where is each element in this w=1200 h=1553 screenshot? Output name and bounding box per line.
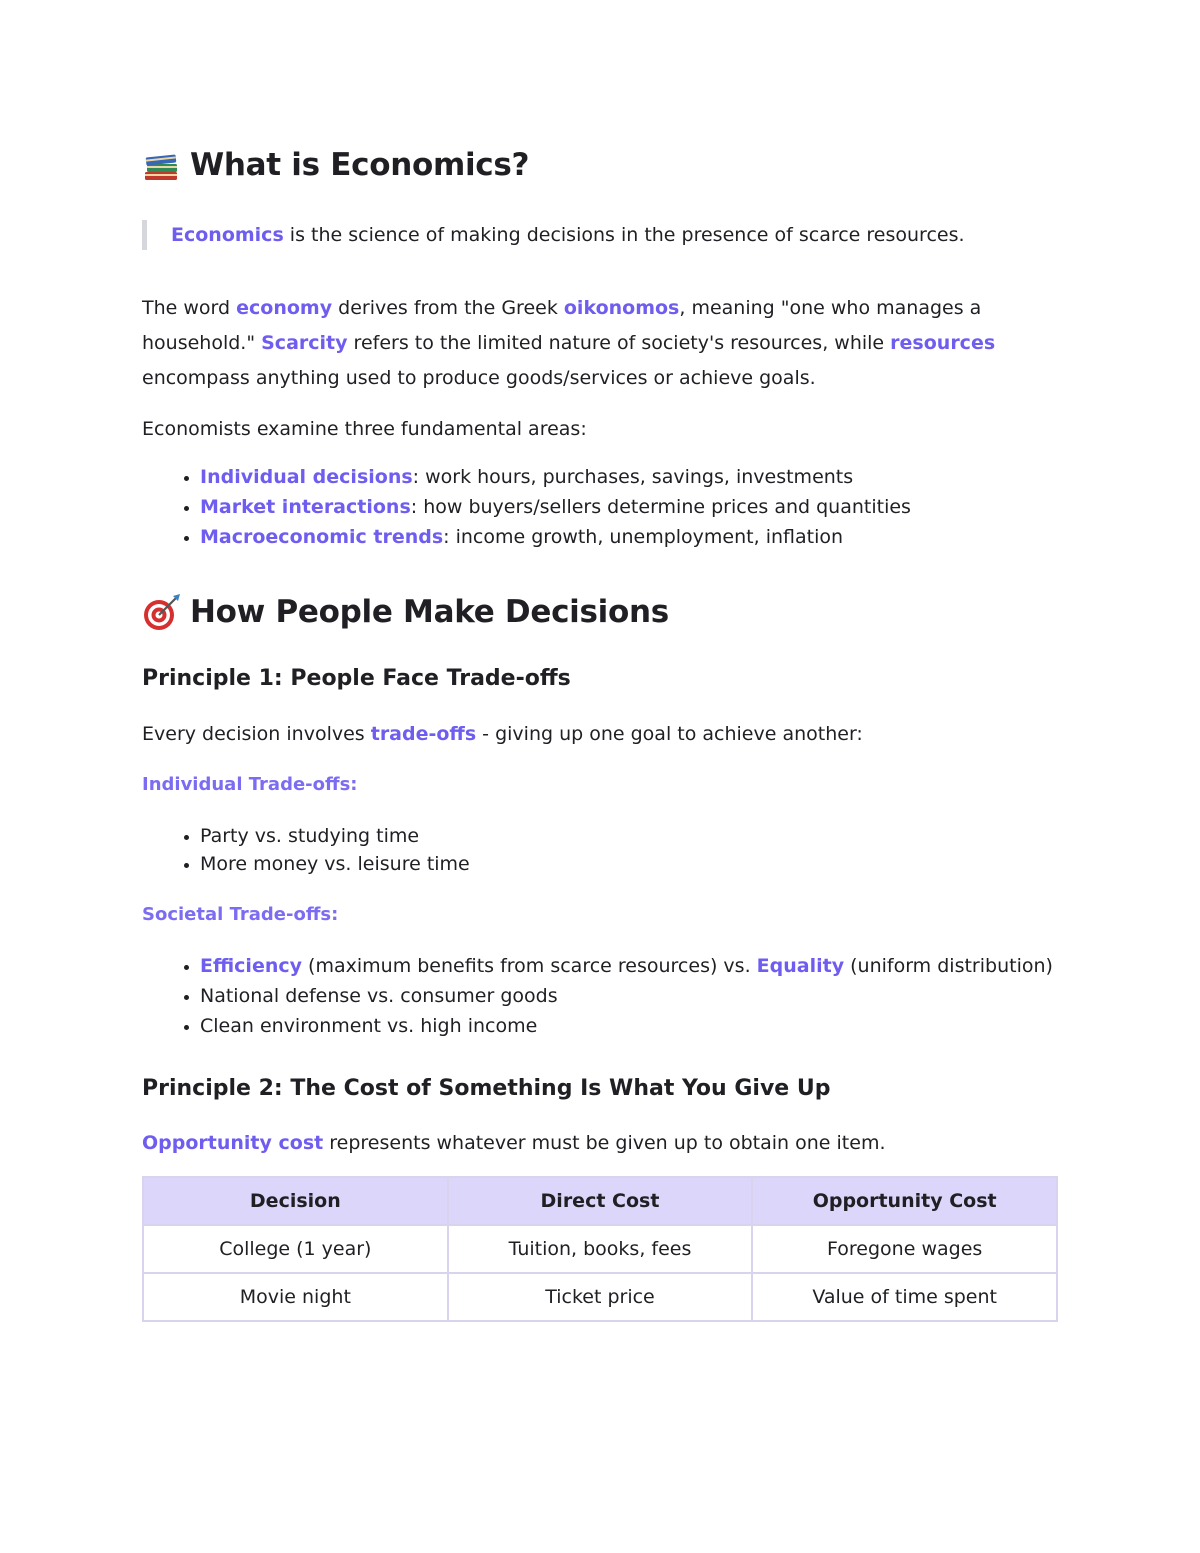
societal-tradeoffs-list (142, 951, 1058, 1041)
areas-list (142, 462, 1058, 552)
table-cell: Ticket price (448, 1273, 753, 1321)
list-item: • Clean environment vs. high income (200, 1011, 1058, 1041)
table-cell: College (1 year) (143, 1225, 448, 1273)
table-cell: Value of time spent (752, 1273, 1057, 1321)
opportunity-cost-table (142, 1176, 1058, 1322)
text-span: (uniform distribution) (844, 955, 1053, 977)
text-span: Every decision involves (142, 723, 371, 745)
table-row (143, 1273, 1057, 1321)
paragraph-economy-origin (142, 291, 1058, 396)
term-market-interactions: Market interactions (200, 496, 411, 518)
text-span: refers to the limited nature of society's resources, while (347, 332, 891, 354)
list-item (200, 522, 1058, 552)
column-header-decision: Decision (143, 1177, 448, 1225)
list-item-text: : income growth, unemployment, inflation (443, 526, 844, 548)
areas-intro: Economists examine three fundamental areas: (142, 418, 587, 440)
term-equality: Equality (756, 955, 845, 977)
list-item: • Party vs. studying time (200, 822, 1058, 850)
target-icon (142, 592, 182, 632)
list-item (200, 951, 1058, 981)
table-cell: Foregone wages (752, 1225, 1057, 1273)
term-oikonomos: oikonomos (563, 297, 680, 319)
opportunity-cost-intro (142, 1128, 1058, 1158)
section-title-decisions (142, 587, 1058, 637)
text-span: derives from the Greek (332, 297, 564, 319)
term-economy: economy (236, 297, 333, 319)
table-header-row (143, 1177, 1057, 1225)
text-span: , meaning "one who manages a household." (142, 297, 982, 354)
section-title-text: What is Economics? (190, 147, 530, 183)
text-span: The word (142, 297, 237, 319)
term-trade-offs: trade-offs (370, 723, 477, 745)
list-item (200, 462, 1058, 492)
table-cell: Tuition, books, fees (448, 1225, 753, 1273)
principle-1-title: Principle 1: People Face Trade-offs (142, 666, 571, 691)
term-efficiency: Efficiency (200, 955, 303, 977)
principle-2-title: Principle 2: The Cost of Something Is What You Give Up (142, 1076, 831, 1101)
section-title-text: How People Make Decisions (190, 594, 669, 630)
text-span: (maximum benefits from scarce resources) vs. (302, 955, 757, 977)
term-macroeconomic-trends: Macroeconomic trends (200, 526, 444, 548)
individual-tradeoffs-heading: Individual Trade-offs: (142, 774, 358, 795)
list-item-text: : work hours, purchases, savings, investments (412, 466, 854, 488)
column-header-opportunity-cost: Opportunity Cost (752, 1177, 1057, 1225)
list-item: • National defense vs. consumer goods (200, 981, 1058, 1011)
societal-tradeoffs-heading: Societal Trade-offs: (142, 904, 339, 925)
term-resources: resources (890, 332, 996, 354)
table-cell: Movie night (143, 1273, 448, 1321)
term-individual-decisions: Individual decisions (200, 466, 413, 488)
tradeoffs-intro (142, 719, 1058, 749)
text-span: represents whatever must be given up to obtain one item. (323, 1132, 886, 1154)
books-icon (142, 145, 182, 185)
term-opportunity-cost: Opportunity cost (142, 1132, 324, 1154)
list-item: • More money vs. leisure time (200, 850, 1058, 878)
individual-tradeoffs-list (142, 822, 1058, 878)
text-span: encompass anything used to produce goods/services or achieve goals. (142, 367, 816, 389)
section-title-economics (142, 140, 1058, 190)
text-span: - giving up one goal to achieve another: (476, 723, 863, 745)
definition-quote (142, 220, 1058, 250)
list-item (200, 492, 1058, 522)
term-economics: Economics (171, 224, 284, 246)
column-header-direct-cost: Direct Cost (448, 1177, 753, 1225)
term-scarcity: Scarcity (261, 332, 348, 354)
document-body (142, 140, 1058, 1322)
table-row (143, 1225, 1057, 1273)
list-item-text: : how buyers/sellers determine prices and quantities (410, 496, 911, 518)
quote-text: is the science of making decisions in the presence of scarce resources. (283, 224, 965, 246)
